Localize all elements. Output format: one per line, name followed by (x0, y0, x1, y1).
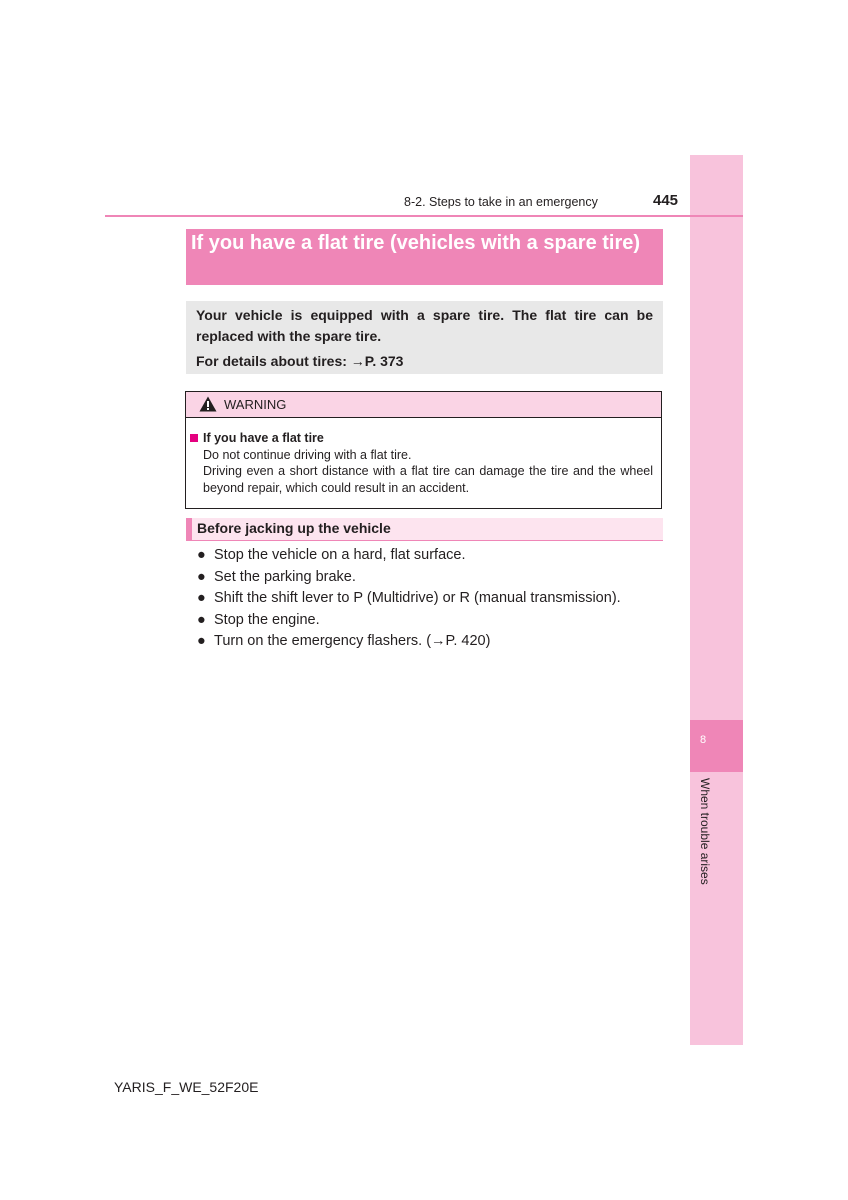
chapter-tab[interactable] (690, 720, 743, 772)
side-tab (690, 155, 743, 1045)
warning-subheading-text: If you have a flat tire (203, 431, 324, 445)
bullet-icon: ● (197, 547, 206, 563)
subheading (186, 518, 663, 541)
page-number: 445 (653, 192, 679, 209)
warning-box (185, 391, 662, 509)
document-code: YARIS_F_WE_52F20E (114, 1079, 259, 1095)
warning-text-2: Driving even a short distance with a flat tire can damage the tire and the wheel beyond repair, which could result in an accident. (203, 464, 653, 495)
warning-body (186, 418, 661, 496)
list-item (197, 631, 621, 653)
warning-label: WARNING (224, 397, 287, 412)
chapter-label: When trouble arises (698, 778, 712, 885)
page-title: If you have a flat tire (vehicles with a spare tire) (186, 229, 663, 285)
details-reference: For details about tires: →P. 373 (196, 353, 404, 369)
list-item (197, 545, 621, 567)
warning-subheading (190, 430, 653, 447)
section-heading: 8-2. Steps to take in an emergency (404, 195, 598, 209)
subheading-bar (186, 518, 192, 540)
list-item-text: Set the parking brake. (214, 568, 356, 585)
summary-text: Your vehicle is equipped with a spare tire. The flat tire can be replaced with the spare tire. (196, 307, 653, 344)
header-divider (105, 215, 743, 217)
list-item (197, 610, 621, 632)
list-item-text: Stop the engine. (214, 611, 320, 628)
list-item (197, 567, 621, 589)
bullet-icon: ● (197, 590, 206, 606)
list-item-text: Stop the vehicle on a hard, flat surface. (214, 547, 466, 563)
subheading-text: Before jacking up the vehicle (197, 520, 391, 536)
steps-list (197, 545, 621, 653)
list-item-text: Shift the shift lever to P (Multidrive) or R (manual transmission). (214, 590, 621, 606)
bullet-icon: ● (197, 611, 206, 628)
warning-text-1: Do not continue driving with a flat tire. (203, 447, 412, 462)
bullet-icon: ● (197, 633, 206, 649)
summary-box (186, 301, 663, 374)
list-item (197, 588, 621, 610)
list-item-text: Turn on the emergency flashers. (→P. 420) (214, 633, 491, 649)
warning-header (186, 392, 661, 418)
square-bullet-icon (190, 434, 198, 442)
bullet-icon: ● (197, 568, 206, 585)
warning-triangle-icon (199, 396, 217, 412)
chapter-number: 8 (700, 734, 707, 746)
